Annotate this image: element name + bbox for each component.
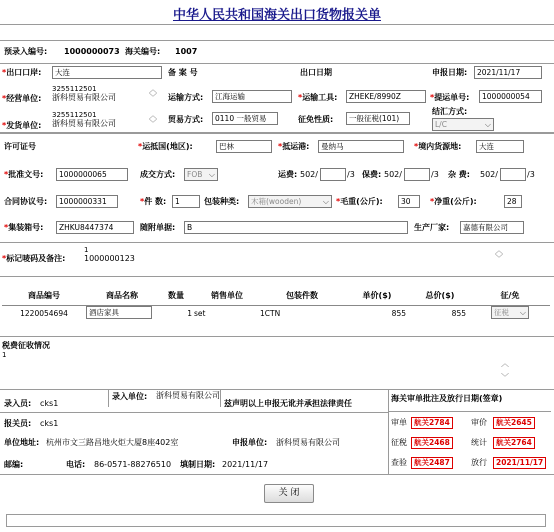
contract-label: 合同协议号:	[4, 197, 48, 206]
maker-input[interactable]: 嘉德有限公司	[460, 221, 524, 234]
declare-date-input[interactable]: 2021/11/17	[474, 66, 542, 79]
page-title: 中华人民共和国海关出口货物报关单	[172, 8, 381, 23]
cell-name	[86, 305, 158, 321]
contract-input[interactable]: 1000000331	[56, 195, 118, 208]
goods-table	[2, 287, 550, 321]
license-label: 许可证号	[4, 142, 36, 151]
approval-no-input[interactable]: 1000000065	[56, 168, 128, 181]
declarant-value: cks1	[40, 419, 59, 428]
freight-value-a: 502/	[300, 170, 318, 179]
marks-scroll-icon[interactable]: ︿ ﹀	[495, 246, 503, 263]
stamp-price: 航关2645	[493, 417, 535, 429]
tax-nature-input[interactable]: 一般征税(101)	[346, 112, 410, 125]
export-port-input[interactable]: 大连	[52, 66, 162, 79]
insurance-value-b: /3	[431, 170, 439, 179]
misc-fee-label: 杂 费:	[448, 170, 470, 179]
export-port-label: *出口口岸:	[2, 68, 42, 77]
col-qty: 数量	[158, 287, 194, 305]
approval-label-price: 审价	[471, 418, 487, 427]
col-price: 单价($)	[344, 287, 410, 305]
cell-unit: set	[194, 308, 206, 318]
shipper-code: 3255112501	[52, 111, 97, 119]
net-weight-label: *净重(公斤):	[430, 197, 477, 206]
tax-section-label: 税费征收情况	[2, 341, 50, 350]
col-tax: 征/免	[470, 287, 550, 305]
approval-label-inspect: 查验	[391, 458, 407, 467]
export-date-label: 出口日期	[300, 68, 332, 77]
insurance-label: 保费:	[362, 170, 382, 179]
pre-entry-label: 预录入编号:	[4, 47, 48, 56]
cell-code: 1220054694	[20, 308, 68, 318]
close-button[interactable]: 关 闭	[264, 484, 314, 503]
maker-label: 生产厂家:	[414, 223, 450, 232]
dest-port-label: *抵运港:	[278, 142, 310, 151]
entry-unit-label: 录入单位:	[112, 392, 148, 401]
entry-unit-value: 浙科贸易有限公司	[156, 391, 220, 400]
attached-docs-label: 随附单据:	[140, 223, 176, 232]
operator-name: 浙科贸易有限公司	[52, 93, 116, 102]
settlement-select[interactable]: L/C ⌵	[432, 118, 494, 131]
entry-clerk-label: 录入员:	[4, 399, 32, 408]
fill-date-value: 2021/11/17	[222, 460, 269, 469]
pack-type-select[interactable]: 木箱(wooden) ⌵	[248, 195, 332, 208]
declare-unit-label: 申报单位:	[232, 438, 268, 447]
col-total: 总价($)	[410, 287, 470, 305]
cell-qty: 1	[187, 308, 192, 318]
tax-nature-label: 征免性质:	[298, 115, 334, 124]
col-unit: 销售单位	[194, 287, 260, 305]
dest-country-label: *运抵国(地区):	[138, 142, 193, 151]
freight-label: 运费:	[278, 170, 298, 179]
container-label: *集装箱号:	[4, 223, 44, 232]
tax-select[interactable]: 征税 ⌵	[491, 306, 529, 319]
col-code: 商品编号	[2, 287, 86, 305]
zip-label: 邮编:	[4, 460, 24, 469]
trade-mode-label: 贸易方式:	[168, 115, 204, 124]
customs-no-label: 海关编号:	[125, 47, 161, 56]
approval-label-stats: 统计	[471, 438, 487, 447]
source-label: *境内货源地:	[414, 142, 462, 151]
approval-label-release: 放行	[471, 458, 487, 467]
col-pack: 包装件数	[260, 287, 344, 305]
settlement-label: 结汇方式:	[432, 107, 468, 116]
stamp-stats: 航关2764	[493, 437, 535, 449]
declarant-label: 报关员:	[4, 419, 32, 428]
tax-section-value: 1	[2, 351, 7, 359]
address-value: 杭州市文三路昌地火炬大厦8座402室	[46, 438, 179, 447]
transport-tool-input[interactable]: ZHEKE/8990Z	[346, 90, 426, 103]
pack-type-label: 包装种类:	[204, 197, 240, 206]
insurance-value-a: 502/	[384, 170, 402, 179]
pieces-input[interactable]: 1	[172, 195, 200, 208]
shipper-scroll-icon[interactable]: ︿ ﹀	[149, 111, 157, 128]
approval-label-review: 审单	[391, 418, 407, 427]
source-input[interactable]: 大连	[476, 140, 524, 153]
operator-label: *经营单位:	[2, 94, 42, 103]
bill-no-input[interactable]: 1000000054	[479, 90, 542, 103]
marks-line-1: 1	[84, 246, 89, 254]
col-name: 商品名称	[86, 287, 158, 305]
net-weight-input[interactable]: 28	[504, 195, 522, 208]
deal-mode-label: 成交方式:	[140, 170, 176, 179]
stamp-inspect: 航关2487	[411, 457, 453, 469]
record-no-label: 备 案 号	[168, 68, 198, 77]
cell-price: 855	[391, 308, 406, 318]
fill-date-label: 填制日期:	[180, 460, 216, 469]
customs-no-value: 1007	[175, 47, 198, 56]
attached-docs-input[interactable]: B	[184, 221, 408, 234]
freight-input[interactable]	[320, 168, 346, 181]
phone-value: 86-0571-88276510	[94, 460, 172, 469]
phone-label: 电话:	[66, 460, 86, 469]
status-bar	[6, 514, 546, 527]
dest-country-input[interactable]: 巴林	[216, 140, 272, 153]
bill-no-label: *提运单号:	[430, 93, 470, 102]
stamp-tax: 航关2468	[411, 437, 453, 449]
table-row	[2, 305, 550, 321]
trade-mode-input[interactable]: 0110 一般贸易	[212, 112, 278, 125]
operator-scroll-icon[interactable]: ︿ ﹀	[149, 85, 157, 102]
tax-scroll-icon[interactable]: ︿ ﹀	[501, 359, 509, 382]
approval-title: 海关审单批注及放行日期(签章)	[391, 394, 503, 403]
stamp-review: 航关2784	[411, 417, 453, 429]
pre-entry-value: 1000000073	[64, 47, 120, 56]
misc-fee-value-b: /3	[527, 170, 535, 179]
stamp-release: 2021/11/17	[493, 457, 546, 469]
declaration-statement: 兹声明以上申报无讹并承担法律责任	[224, 399, 352, 408]
dest-port-input[interactable]: 曼纳马	[318, 140, 404, 153]
declare-date-label: 申报日期:	[432, 68, 468, 77]
gross-weight-label: *毛重(公斤):	[336, 197, 383, 206]
misc-fee-value-a: 502/	[480, 170, 498, 179]
marks-label: *标记唛码及备注:	[2, 254, 66, 263]
address-label: 单位地址:	[4, 438, 40, 447]
deal-mode-select[interactable]: FOB ⌵	[184, 168, 218, 181]
insurance-input[interactable]	[404, 168, 430, 181]
cell-tax	[470, 305, 550, 321]
marks-line-2: 1000000123	[84, 254, 135, 263]
transport-mode-label: 运输方式:	[168, 93, 204, 102]
cell-total: 855	[451, 308, 466, 318]
pieces-label: *件 数:	[140, 197, 167, 206]
shipper-name: 浙科贸易有限公司	[52, 119, 116, 128]
approval-label-tax: 征税	[391, 438, 407, 447]
transport-tool-label: *运输工具:	[298, 93, 338, 102]
freight-value-b: /3	[347, 170, 355, 179]
goods-header-row	[2, 287, 550, 305]
entry-clerk-value: cks1	[40, 399, 59, 408]
misc-fee-input[interactable]	[500, 168, 526, 181]
transport-mode-input[interactable]: 江海运输	[212, 90, 292, 103]
approval-no-label: *批准文号:	[4, 170, 44, 179]
goods-name-input[interactable]: 酒店家具	[86, 306, 152, 319]
operator-code: 3255112501	[52, 85, 97, 93]
approval-box	[388, 389, 550, 474]
cell-pack: 1CTN	[260, 308, 281, 318]
declare-unit-value: 浙科贸易有限公司	[276, 438, 340, 447]
shipper-label: *发货单位:	[2, 121, 42, 130]
gross-weight-input[interactable]: 30	[398, 195, 420, 208]
container-input[interactable]: ZHKU8447374	[56, 221, 134, 234]
